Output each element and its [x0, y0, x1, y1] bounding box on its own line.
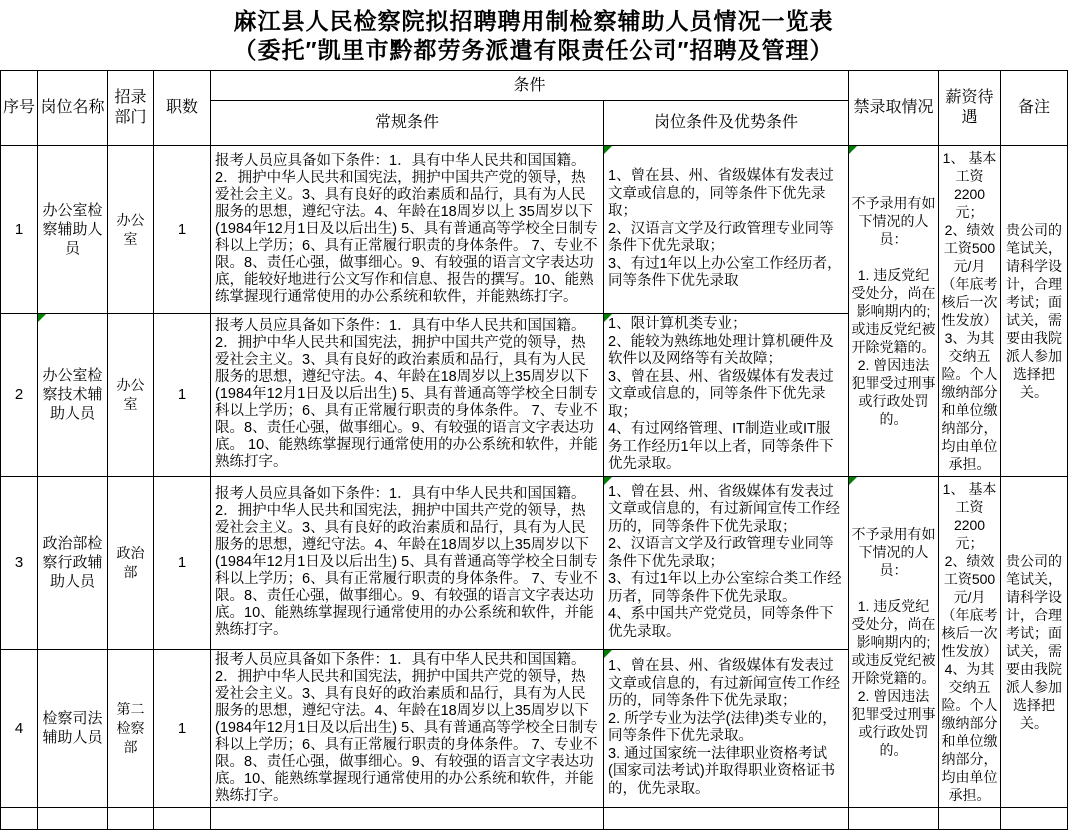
comment-flag-icon — [604, 650, 612, 658]
header-no: 序号 — [1, 71, 38, 146]
position-conditions-cell — [604, 476, 849, 649]
comment-flag-icon — [849, 477, 857, 485]
header-position: 岗位名称 — [38, 71, 108, 146]
position-name-text: 办公室检察技术辅助人员 — [42, 367, 103, 423]
salary-cell: 1、 基本工资2200元； 2、绩效工资500元/月（年底考核后一次性发放） 3、为其交纳五险。个人缴纳部分和单位缴纳部分，均由单位承担。 — [939, 146, 1001, 477]
empty-cell — [211, 807, 604, 829]
row-number-cell: 4 — [1, 649, 38, 807]
table-row — [1, 476, 1068, 649]
empty-cell — [939, 807, 1001, 829]
comment-flag-icon — [604, 146, 612, 154]
department-cell: 第二检察部 — [108, 649, 154, 807]
position-conditions-cell — [604, 649, 849, 807]
header-specific-conditions: 岗位条件及优势条件 — [604, 101, 849, 146]
salary-cell: 1、 基本工资2200元； 2、绩效工资500元/月（年底考核后一次性发放） 4、为其交纳五险。个人缴纳部分和单位缴纳部分，均由单位承担。 — [939, 476, 1001, 807]
empty-cell — [108, 807, 154, 829]
position-conditions-text: 1、曾在县、州、省级媒体有发表过文章或信息的，有过新闻宣传工作经历的，同等条件下优先录取； 2、汉语言文学及行政管理专业同等条件下优先录取； 3、有过1年以上办公室综合类工作经历者，同等条件下优先录取。 4、系中国共产党党员，同等条件下优先录取。 — [608, 483, 842, 640]
position-name-cell: 办公室检察辅助人员 — [38, 146, 108, 314]
table-row — [1, 146, 1068, 314]
empty-cell — [849, 807, 939, 829]
table-row-partial — [1, 807, 1068, 829]
header-salary: 薪资待遇 — [939, 71, 1001, 146]
headcount-cell: 1 — [154, 649, 211, 807]
empty-cell — [1001, 807, 1068, 829]
general-conditions-cell: 报考人员应具备如下条件：1．具有中华人民共和国国籍。2．拥护中华人民共和国宪法，拥护中国共产党的领导，热爱社会主义。3、具有良好的政治素质和品行，具有为人民服务的思想，遵纪守法。4、年龄在18周岁以上35周岁以下(1984年12月1日及以后出生) 5、具有普通高等学校全日制专科以上学历；6、具有正常履行职责的身体条件。 7、专业不限。8、责任心强，做事细心。9、有较强的语言文字表达功底。10、能熟练掌握现行通常使用的办公系统和软件，并能熟练打字。 — [211, 476, 604, 649]
position-name-cell: 检察司法辅助人员 — [38, 649, 108, 807]
recruitment-table — [0, 70, 1068, 830]
row-number-cell: 1 — [1, 146, 38, 314]
document-title — [0, 0, 1067, 65]
headcount-cell: 1 — [154, 146, 211, 314]
comment-flag-icon — [849, 146, 857, 154]
header-ban: 禁录取情况 — [849, 71, 939, 146]
header-remark: 备注 — [1001, 71, 1068, 146]
header-department: 招录部门 — [108, 71, 154, 146]
position-conditions-text: 1、曾在县、州、省级媒体有发表过文章或信息的，同等条件下优先录取； 2、汉语言文学及行政管理专业同等条件下优先录取； 3、有过1年以上办公室工作经历者，同等条件下优先录取 — [608, 168, 842, 290]
comment-flag-icon — [604, 477, 612, 485]
position-conditions-cell — [604, 314, 849, 477]
empty-cell — [1, 807, 38, 829]
header-general-conditions: 常规条件 — [211, 101, 604, 146]
department-cell: 办公室 — [108, 146, 154, 314]
header-conditions: 条件 — [211, 71, 849, 101]
title-line-2: （委托″凯里市黔都劳务派遣有限责任公司″招聘及管理） — [233, 37, 834, 63]
header-headcount: 职数 — [154, 71, 211, 146]
position-name-cell — [38, 314, 108, 477]
department-cell: 办公室 — [108, 314, 154, 477]
position-conditions-text: 1、限计算机类专业； 2、能较为熟练地处理计算机硬件及软件以及网络等有关故障； 3、曾在县、州、省级媒体有发表过文章或信息的，同等条件下优先录取； 4、有过网络管理、IT制造业或IT服务工作经历1年以上者，同等条件下优先录取。 — [608, 316, 834, 472]
row-number-cell: 3 — [1, 476, 38, 649]
headcount-cell: 1 — [154, 476, 211, 649]
title-line-1: 麻江县人民检察院拟招聘聘用制检察辅助人员情况一览表 — [233, 8, 834, 34]
general-conditions-cell: 报考人员应具备如下条件：1．具有中华人民共和国国籍。2．拥护中华人民共和国宪法，拥护中国共产党的领导，热爱社会主义。3、具有良好的政治素质和品行，具有为人民服务的思想，遵纪守法。4、年龄在18周岁以上35周岁以下(1984年12月1日及以后出生) 5、具有普通高等学校全日制专科以上学历；6、具有正常履行职责的身体条件。 7、专业不限。8、责任心强，做事细心。9、有较强的语言文字表达功底。10、能熟练掌握现行通常使用的办公系统和软件，并能熟练打字。 — [211, 649, 604, 807]
ban-conditions-cell — [849, 476, 939, 807]
position-conditions-text: 1、曾在县、州、省级媒体有发表过文章或信息的，有过新闻宣传工作经历的，同等条件下优先录取； 2. 所学专业为法学(法律)类专业的，同等条件下优先录取。 3. 通过国家统一法律职业资格考试(国家司法考试)并取得职业资格证书的，优先录取。 — [608, 658, 840, 797]
row-number-cell: 2 — [1, 314, 38, 477]
headcount-cell: 1 — [154, 314, 211, 477]
ban-conditions-cell — [849, 146, 939, 477]
header-row-1 — [1, 71, 1068, 101]
ban-conditions-text: 不予录用有如下情况的人员： 1. 违反党纪受处分，尚在影响期内的;或违反党纪被开除党籍的。2. 曾因违法犯罪受过刑事或行政处罚的。 — [851, 194, 936, 427]
comment-flag-icon — [38, 314, 46, 322]
remarks-cell: 贵公司的笔试关，请科学设计，合理考试；面试关，需要由我院派人参加选择把关。 — [1001, 146, 1068, 477]
empty-cell — [38, 807, 108, 829]
general-conditions-cell: 报考人员应具备如下条件：1．具有中华人民共和国国籍。2．拥护中华人民共和国宪法，拥护中国共产党的领导，热爱社会主义。3、具有良好的政治素质和品行，具有为人民服务的思想，遵纪守法。4、年龄在18周岁以上 35周岁以下(1984年12月1日及以后出生) 5、具有普通高等学校全日制专科以上学历；6、具有正常履行职责的身体条件。 7、专业不限。8、责任心强，做事细心。9、有较强的语言文字表达功底，能较好地进行公文写作和信息、报告的撰写。10、能熟练掌握现行通常使用的办公系统和软件，并能熟练打字。 — [211, 146, 604, 314]
department-cell: 政治部 — [108, 476, 154, 649]
remarks-cell: 贵公司的笔试关，请科学设计，合理考试；面试关，需要由我院派人参加选择把关。 — [1001, 476, 1068, 807]
empty-cell — [154, 807, 211, 829]
comment-flag-icon — [604, 314, 612, 322]
empty-cell — [604, 807, 849, 829]
general-conditions-cell: 报考人员应具备如下条件：1．具有中华人民共和国国籍。2．拥护中华人民共和国宪法，拥护中国共产党的领导，热爱社会主义。3、具有良好的政治素质和品行，具有为人民服务的思想，遵纪守法。4、年龄在18周岁以上35周岁以下(1984年12月1日及以后出生) 5、具有普通高等学校全日制专科以上学历；6、具有正常履行职责的身体条件。 7、专业不限。8、责任心强，做事细心。9、有较强的语言文字表达功底。 10、能熟练掌握现行通常使用的办公系统和软件，并能熟练打字。 — [211, 314, 604, 477]
position-name-cell: 政治部检察行政辅助人员 — [38, 476, 108, 649]
ban-conditions-text: 不予录用有如下情况的人员： 1. 违反党纪受处分，尚在影响期内的;或违反党纪被开除党籍的。2. 曾因违法犯罪受过刑事或行政处罚的。 — [851, 525, 936, 758]
position-conditions-cell — [604, 146, 849, 314]
